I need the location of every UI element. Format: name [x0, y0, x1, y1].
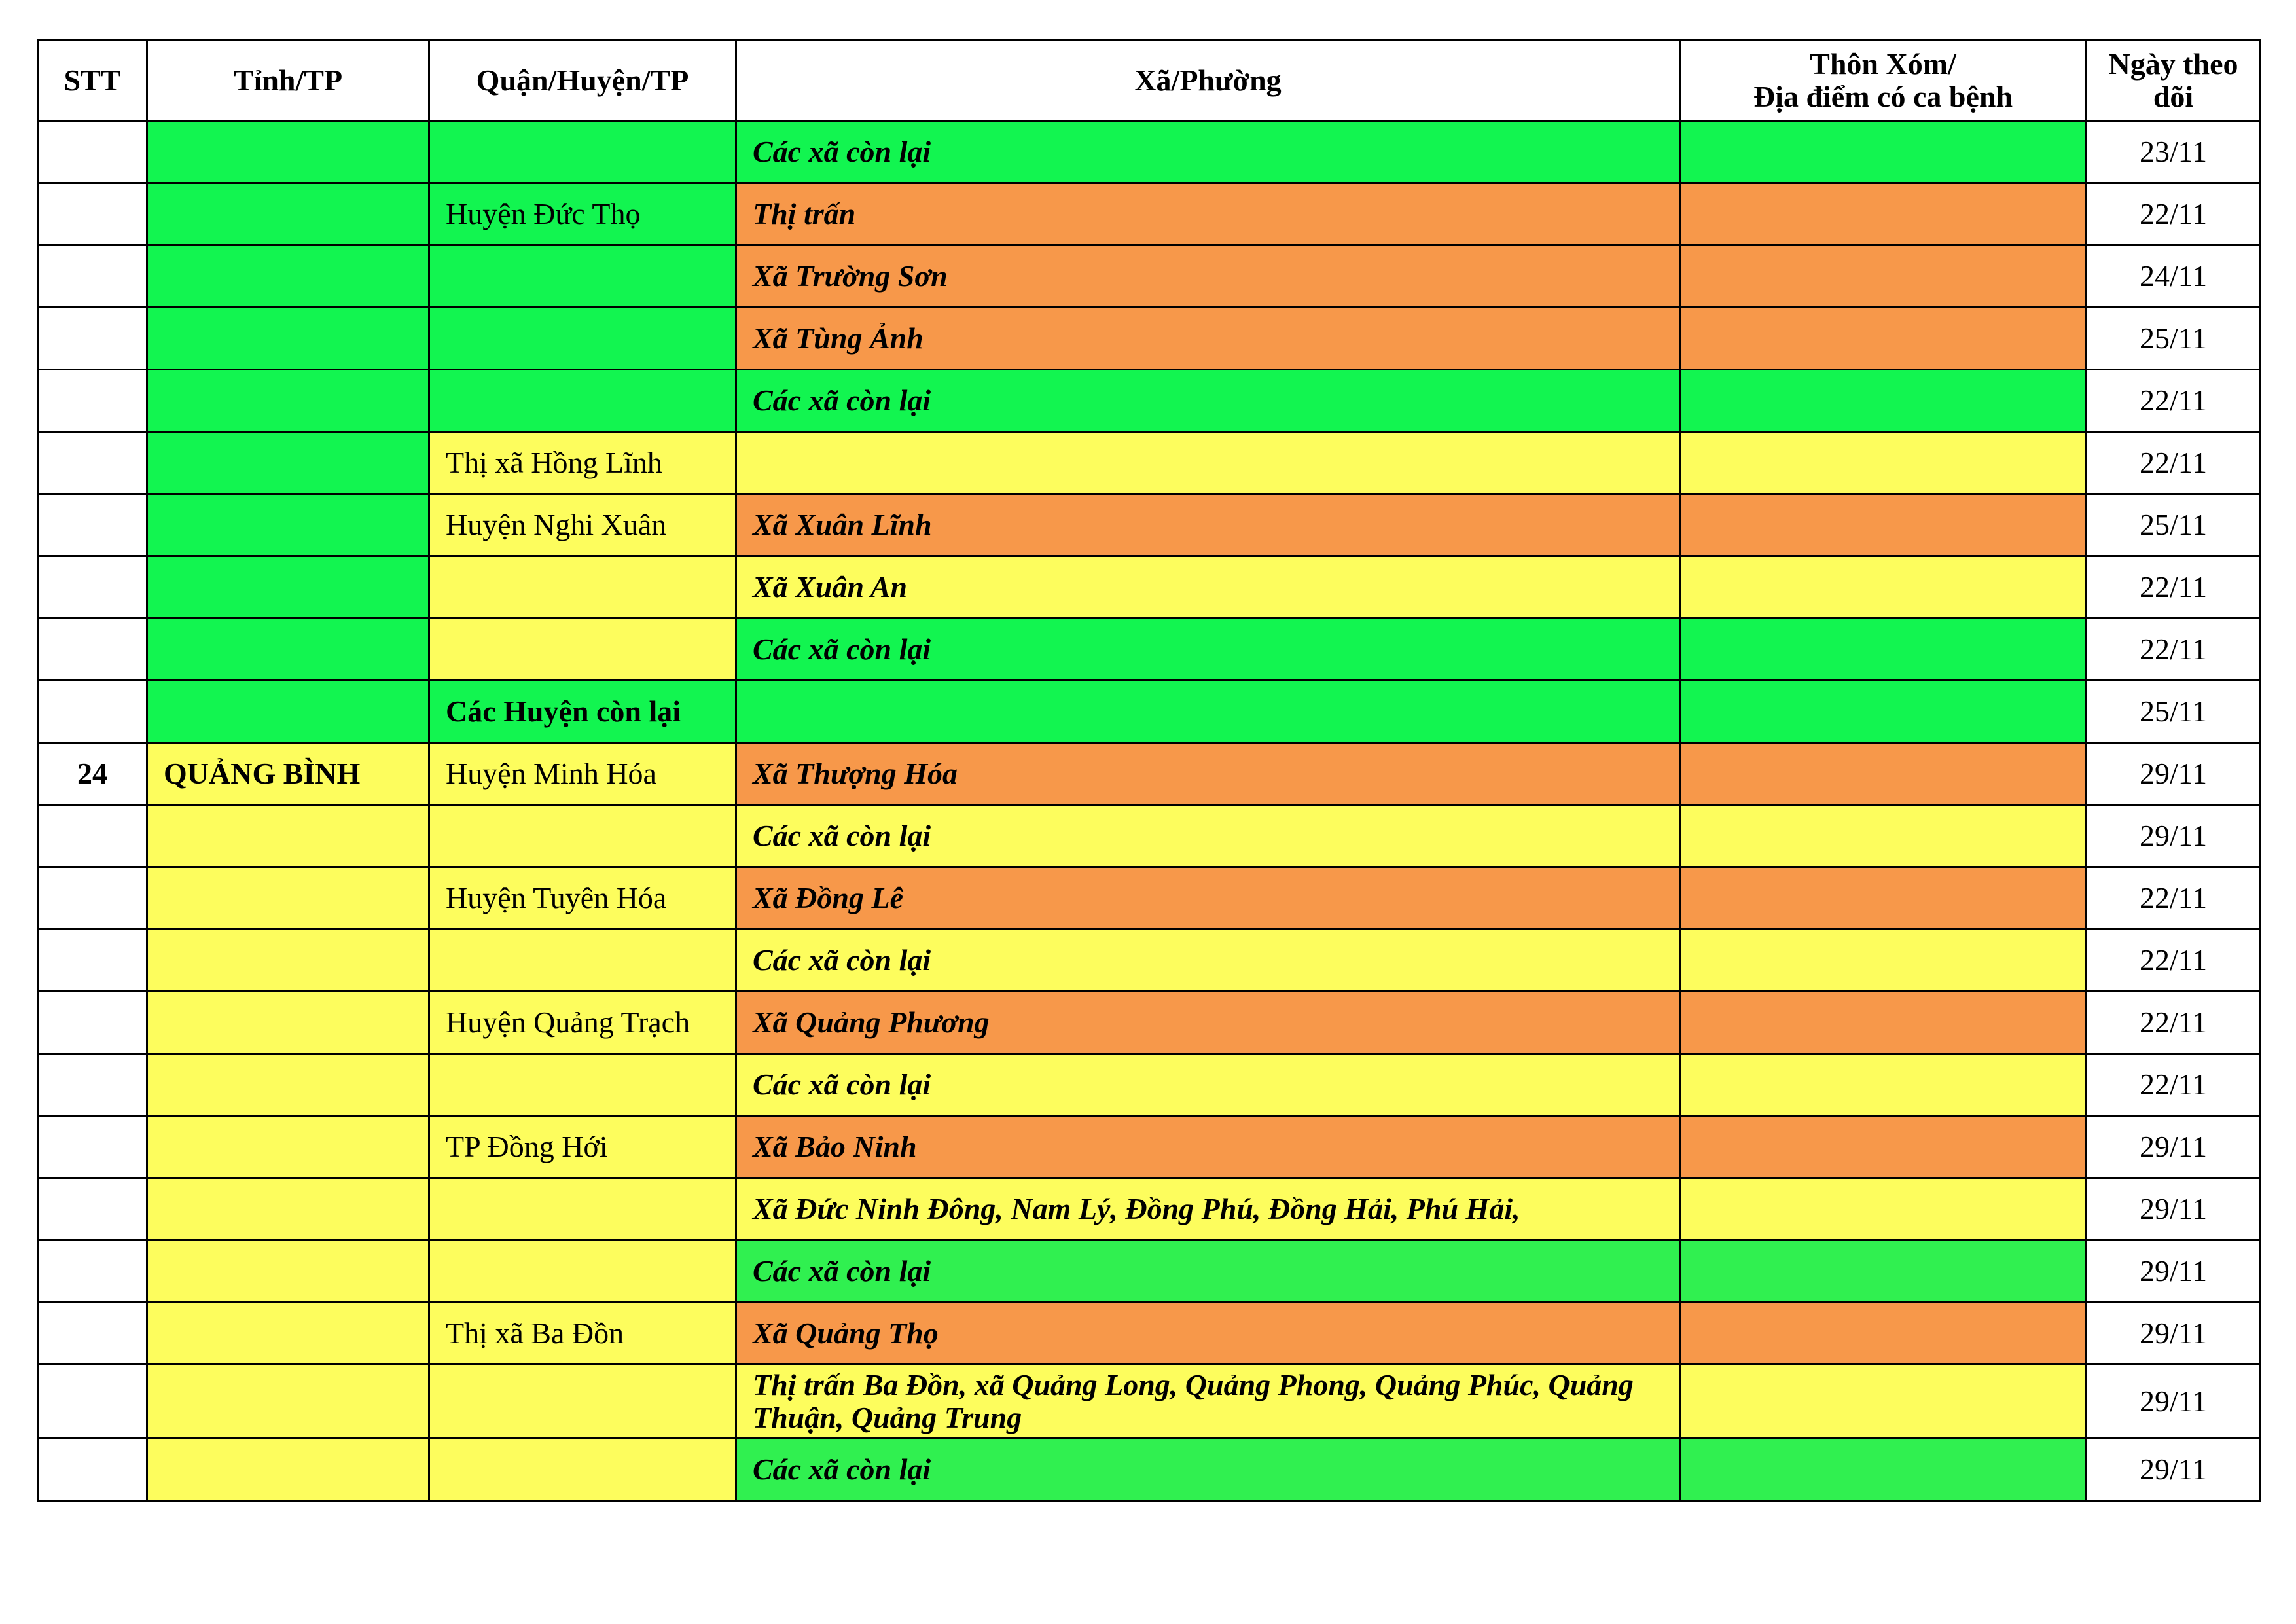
cell-hamlet [1680, 1240, 2087, 1303]
cell-ward: Các xã còn lại [736, 619, 1680, 681]
header-hamlet-line1: Thôn Xóm/ [1810, 46, 1956, 81]
cell-ward: Xã Xuân Lĩnh [736, 494, 1680, 556]
cell-province [147, 1439, 429, 1501]
epidemic-tracking-table [37, 39, 2261, 1502]
cell-stt [38, 245, 147, 308]
cell-hamlet [1680, 1178, 2087, 1240]
cell-province [147, 1240, 429, 1303]
header-ward: Xã/Phường [736, 40, 1680, 121]
table-row [38, 992, 2261, 1054]
cell-district [429, 245, 736, 308]
cell-province [147, 432, 429, 494]
table-row [38, 619, 2261, 681]
cell-hamlet [1680, 494, 2087, 556]
cell-district: Huyện Tuyên Hóa [429, 867, 736, 929]
cell-date: 22/11 [2087, 183, 2261, 245]
cell-hamlet [1680, 1054, 2087, 1116]
cell-district [429, 1178, 736, 1240]
cell-date: 25/11 [2087, 308, 2261, 370]
table-row [38, 121, 2261, 183]
cell-province [147, 681, 429, 743]
cell-ward: Xã Quảng Phương [736, 992, 1680, 1054]
table-row [38, 1116, 2261, 1178]
cell-hamlet [1680, 1116, 2087, 1178]
cell-district [429, 1240, 736, 1303]
cell-district [429, 805, 736, 867]
cell-hamlet [1680, 121, 2087, 183]
cell-province [147, 619, 429, 681]
cell-hamlet [1680, 1303, 2087, 1365]
cell-date: 22/11 [2087, 432, 2261, 494]
cell-stt [38, 1054, 147, 1116]
cell-stt [38, 1365, 147, 1439]
table-row [38, 867, 2261, 929]
cell-stt [38, 1116, 147, 1178]
cell-district [429, 121, 736, 183]
cell-ward: Các xã còn lại [736, 121, 1680, 183]
cell-district: Thị xã Hồng Lĩnh [429, 432, 736, 494]
table-row [38, 1054, 2261, 1116]
cell-province [147, 556, 429, 619]
cell-ward: Xã Đồng Lê [736, 867, 1680, 929]
cell-date: 29/11 [2087, 1365, 2261, 1439]
cell-date: 29/11 [2087, 743, 2261, 805]
cell-district [429, 308, 736, 370]
cell-ward: Xã Tùng Ảnh [736, 308, 1680, 370]
cell-date: 22/11 [2087, 1054, 2261, 1116]
cell-stt [38, 494, 147, 556]
cell-district: TP Đồng Hới [429, 1116, 736, 1178]
table-row [38, 494, 2261, 556]
cell-stt [38, 1303, 147, 1365]
cell-date: 24/11 [2087, 245, 2261, 308]
cell-province [147, 370, 429, 432]
header-date: Ngày theo dõi [2087, 40, 2261, 121]
cell-stt [38, 370, 147, 432]
cell-ward: Các xã còn lại [736, 1240, 1680, 1303]
cell-hamlet [1680, 1365, 2087, 1439]
cell-province [147, 1054, 429, 1116]
cell-ward: Các xã còn lại [736, 370, 1680, 432]
cell-province [147, 121, 429, 183]
cell-stt [38, 432, 147, 494]
cell-province [147, 494, 429, 556]
table-header-row [38, 40, 2261, 121]
table-row [38, 1303, 2261, 1365]
cell-district: Huyện Minh Hóa [429, 743, 736, 805]
cell-province [147, 1303, 429, 1365]
cell-ward: Các xã còn lại [736, 1439, 1680, 1501]
cell-date: 25/11 [2087, 494, 2261, 556]
table-row [38, 245, 2261, 308]
cell-district: Thị xã Ba Đồn [429, 1303, 736, 1365]
cell-hamlet [1680, 929, 2087, 992]
cell-date: 22/11 [2087, 929, 2261, 992]
cell-date: 29/11 [2087, 1303, 2261, 1365]
cell-stt [38, 929, 147, 992]
table-row [38, 432, 2261, 494]
cell-hamlet [1680, 370, 2087, 432]
cell-hamlet [1680, 432, 2087, 494]
cell-date: 22/11 [2087, 370, 2261, 432]
cell-stt [38, 1240, 147, 1303]
cell-ward: Thị trấn [736, 183, 1680, 245]
table-row [38, 1365, 2261, 1439]
cell-date: 22/11 [2087, 992, 2261, 1054]
table-row [38, 1240, 2261, 1303]
cell-hamlet [1680, 867, 2087, 929]
cell-district [429, 619, 736, 681]
cell-stt [38, 121, 147, 183]
cell-stt [38, 992, 147, 1054]
cell-ward: Các xã còn lại [736, 1054, 1680, 1116]
cell-ward [736, 432, 1680, 494]
cell-district: Huyện Quảng Trạch [429, 992, 736, 1054]
cell-province [147, 1365, 429, 1439]
header-district: Quận/Huyện/TP [429, 40, 736, 121]
cell-ward: Xã Trường Sơn [736, 245, 1680, 308]
table-row [38, 805, 2261, 867]
table-row [38, 556, 2261, 619]
cell-stt [38, 183, 147, 245]
table-row [38, 370, 2261, 432]
cell-ward: Các xã còn lại [736, 805, 1680, 867]
cell-hamlet [1680, 1439, 2087, 1501]
cell-date: 29/11 [2087, 1116, 2261, 1178]
cell-stt [38, 308, 147, 370]
table-row [38, 183, 2261, 245]
table-row [38, 681, 2261, 743]
table-row [38, 743, 2261, 805]
cell-hamlet [1680, 992, 2087, 1054]
cell-district: Các Huyện còn lại [429, 681, 736, 743]
cell-ward: Các xã còn lại [736, 929, 1680, 992]
cell-stt [38, 681, 147, 743]
cell-hamlet [1680, 308, 2087, 370]
cell-province [147, 183, 429, 245]
table-row [38, 308, 2261, 370]
cell-hamlet [1680, 743, 2087, 805]
cell-date: 29/11 [2087, 1240, 2261, 1303]
cell-ward: Xã Bảo Ninh [736, 1116, 1680, 1178]
cell-stt [38, 1178, 147, 1240]
cell-province [147, 867, 429, 929]
header-stt: STT [38, 40, 147, 121]
cell-date: 23/11 [2087, 121, 2261, 183]
cell-province [147, 245, 429, 308]
cell-hamlet [1680, 183, 2087, 245]
cell-stt [38, 867, 147, 929]
cell-hamlet [1680, 556, 2087, 619]
header-province: Tỉnh/TP [147, 40, 429, 121]
cell-ward: Thị trấn Ba Đồn, xã Quảng Long, Quảng Phong, Quảng Phúc, Quảng Thuận, Quảng Trung [736, 1365, 1680, 1439]
cell-province [147, 1178, 429, 1240]
table-row [38, 1178, 2261, 1240]
cell-province [147, 308, 429, 370]
header-hamlet [1680, 40, 2087, 121]
cell-date: 25/11 [2087, 681, 2261, 743]
cell-district [429, 556, 736, 619]
table-row [38, 929, 2261, 992]
cell-stt [38, 1439, 147, 1501]
cell-province [147, 805, 429, 867]
cell-hamlet [1680, 805, 2087, 867]
cell-ward: Xã Xuân An [736, 556, 1680, 619]
cell-hamlet [1680, 619, 2087, 681]
cell-date: 22/11 [2087, 619, 2261, 681]
cell-district [429, 370, 736, 432]
cell-ward: Xã Thượng Hóa [736, 743, 1680, 805]
header-hamlet-line2: Địa điểm có ca bệnh [1753, 79, 2013, 113]
cell-ward: Xã Đức Ninh Đông, Nam Lý, Đồng Phú, Đồng Hải, Phú Hải, [736, 1178, 1680, 1240]
cell-stt [38, 556, 147, 619]
cell-stt [38, 805, 147, 867]
cell-province [147, 929, 429, 992]
cell-province: QUẢNG BÌNH [147, 743, 429, 805]
cell-date: 22/11 [2087, 867, 2261, 929]
cell-date: 22/11 [2087, 556, 2261, 619]
cell-date: 29/11 [2087, 805, 2261, 867]
cell-district [429, 1439, 736, 1501]
cell-district: Huyện Nghi Xuân [429, 494, 736, 556]
cell-stt [38, 619, 147, 681]
table-body [38, 121, 2261, 1501]
cell-province [147, 1116, 429, 1178]
cell-date: 29/11 [2087, 1439, 2261, 1501]
cell-hamlet [1680, 245, 2087, 308]
cell-district [429, 1365, 736, 1439]
cell-district [429, 1054, 736, 1116]
cell-ward: Xã Quảng Thọ [736, 1303, 1680, 1365]
cell-hamlet [1680, 681, 2087, 743]
cell-district [429, 929, 736, 992]
cell-stt: 24 [38, 743, 147, 805]
cell-ward [736, 681, 1680, 743]
cell-district: Huyện Đức Thọ [429, 183, 736, 245]
cell-province [147, 992, 429, 1054]
cell-date: 29/11 [2087, 1178, 2261, 1240]
table-row [38, 1439, 2261, 1501]
